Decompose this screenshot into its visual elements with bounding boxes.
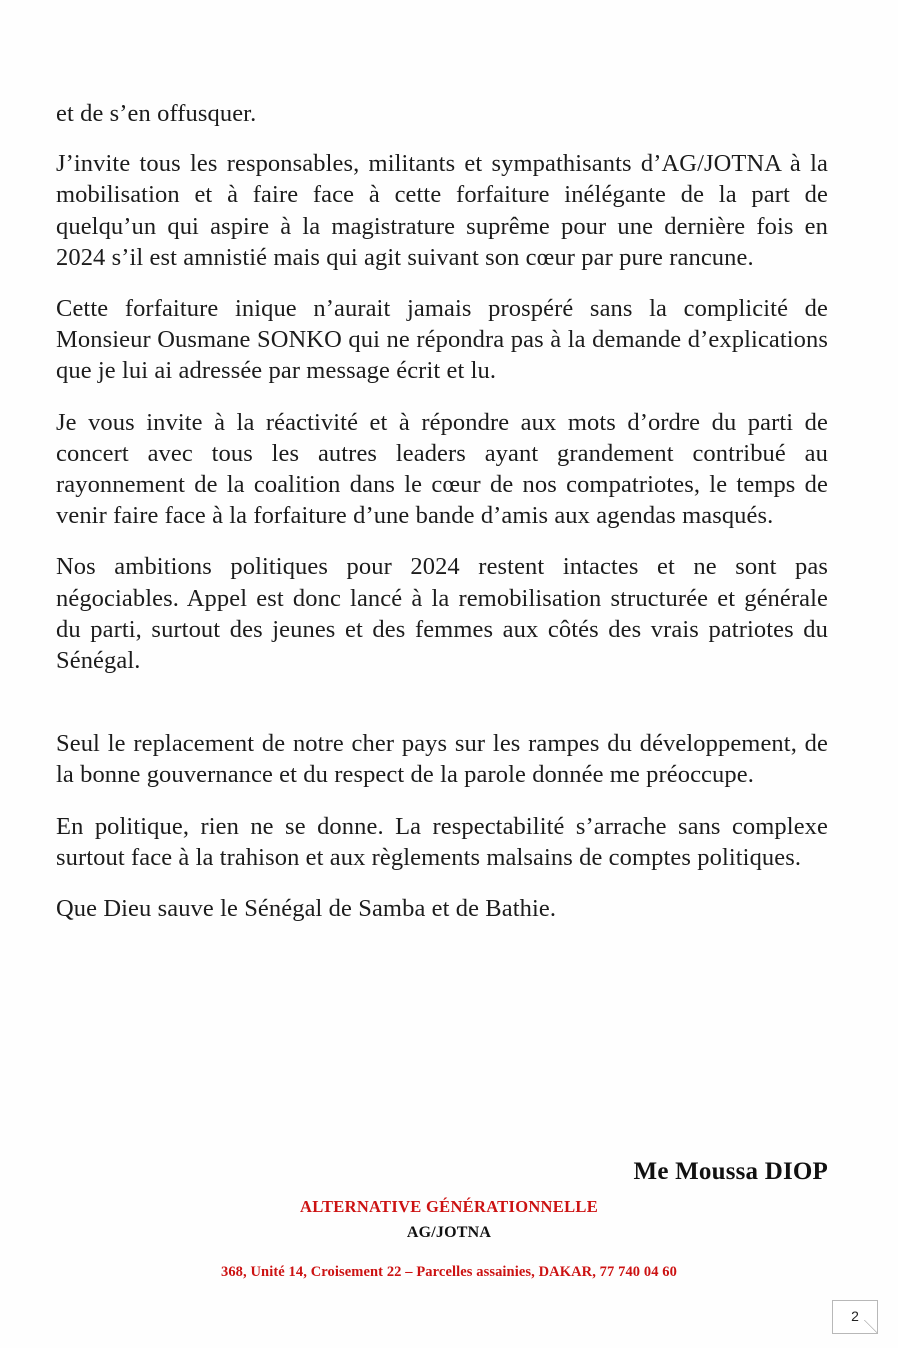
paragraph-ambitions-politiques: Nos ambitions politiques pour 2024 restent intactes et ne sont pas négociables. Appel est donc lancé à la remobilisation structurée et générale du parti, surtout des jeunes et des femmes aux côtés des vrais patriotes du Sénégal.: [56, 553, 828, 675]
paragraph-respectabilite: En politique, rien ne se donne. La respectabilité s’arrache sans complexe surtout face à la trahison et aux règlements malsains de comptes politiques.: [56, 812, 828, 871]
page-number-badge: [832, 1300, 878, 1334]
footer-organization-name: ALTERNATIVE GÉNÉRATIONNELLE: [300, 1197, 598, 1216]
paragraph-forfaiture-sonko: Cette forfaiture inique n’aurait jamais prospéré sans la complicité de Monsieur Ousmane SONKO qui ne répondra pas à la demande d’explications que je lui ai adressée par message écrit et lu.: [56, 295, 828, 385]
document-footer: [0, 1196, 898, 1282]
paragraph-replacement-pays: Seul le replacement de notre cher pays sur les rampes du développement, de la bonne gouvernance et du respect de la parole donnée me préoccupe.: [56, 730, 828, 789]
paragraph-invitation-mobilisation: J’invite tous les responsables, militants et sympathisants d’AG/JOTNA à la mobilisation et à faire face à cette forfaiture inélégante de la part de quelqu’un qui aspire à la magistrature suprême pour une dernière fois en 2024 s’il est amnistié mais qui agit suivant son cœur par pure rancune.: [56, 150, 828, 271]
footer-address-line: 368, Unité 14, Croisement 22 – Parcelles assainies, DAKAR, 77 740 04 60: [220, 1264, 678, 1280]
document-body: [56, 98, 828, 924]
footer-organization-abbreviation: AG/JOTNA: [406, 1224, 492, 1241]
page-corner-fold-icon: [864, 1320, 877, 1333]
paragraph-continuation: et de s’en offusquer.: [56, 100, 257, 127]
paragraph-reactivite-mots-dordre: Je vous invite à la réactivité et à répondre aux mots d’ordre du parti de concert avec tous les autres leaders ayant grandement contribué au rayonnement de la coalition dans le cœur de nos compatriotes, le temps de venir faire face à la forfaiture d’une bande d’amis aux agendas masqués.: [56, 408, 828, 530]
paragraph-closing-blessing: Que Dieu sauve le Sénégal de Samba et de Bathie.: [56, 895, 557, 923]
page-number-value: 2: [851, 1308, 859, 1324]
signature-name: Me Moussa DIOP: [633, 1158, 828, 1185]
